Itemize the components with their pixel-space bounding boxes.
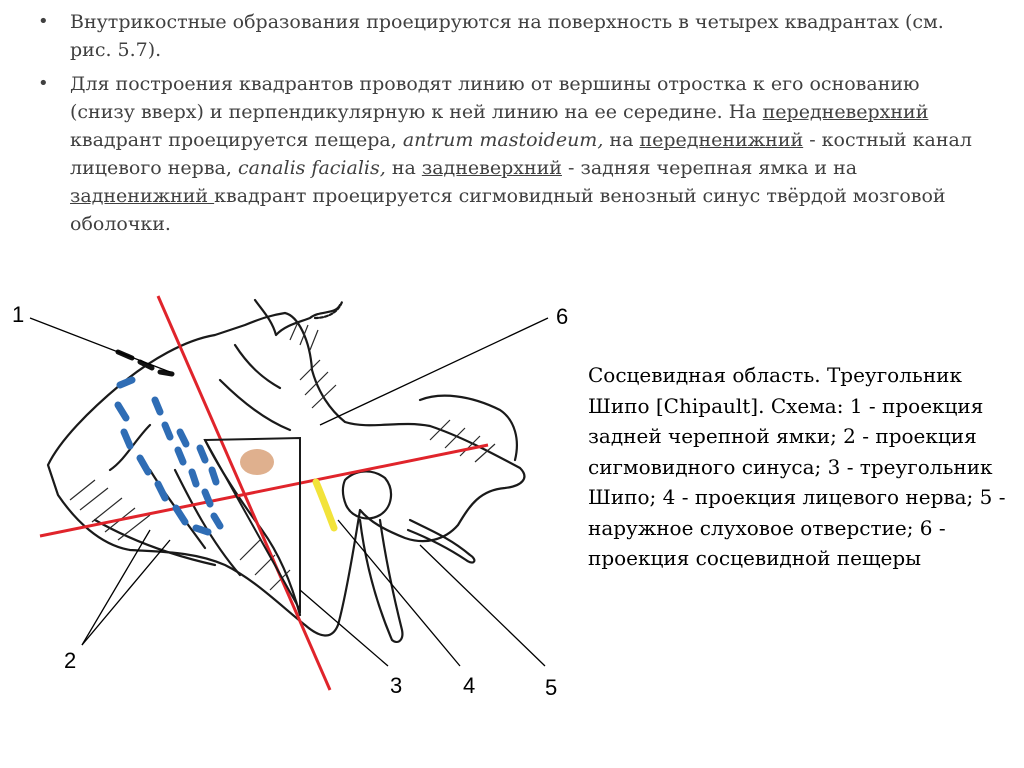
quadrant-anteroinferior: передненижний — [639, 129, 804, 151]
bullet-text-part: на — [385, 157, 422, 179]
bullet-marker: • — [38, 73, 49, 94]
latin-term-antrum: antrum mastoideum, — [402, 129, 604, 151]
vertical-axis-line — [158, 296, 330, 690]
mastoid-antrum-spot — [240, 449, 274, 475]
bullet-list — [38, 8, 988, 244]
label-3: 3 — [390, 673, 403, 698]
bullet-text-part: - задняя черепная ямка и на — [561, 157, 858, 179]
quadrant-posterosuperior: задневерхний — [421, 157, 562, 179]
bullet-text-part: квадрант проецируется сигмовидный венозный синус твёрдой мозговой оболочки. — [70, 185, 946, 235]
facial-nerve-projection — [316, 482, 334, 528]
label-6: 6 — [556, 304, 569, 329]
quadrant-axis-lines — [40, 296, 488, 690]
quadrant-posteroinferior: задненижний — [70, 185, 215, 207]
bullet-item-1 — [38, 8, 988, 64]
leader-lines — [30, 318, 548, 666]
bullet-text: Внутрикостные образования проецируются на поверхность в четырех квадрантах (см. рис. 5.7). — [70, 11, 944, 61]
label-1: 1 — [12, 302, 25, 327]
label-5: 5 — [545, 675, 558, 700]
bullet-text-part: квадрант проецируется пещера, — [70, 129, 403, 151]
bullet-text-part: - костный канал лицевого нерва, — [70, 129, 972, 179]
bullet-text-part: на — [603, 129, 640, 151]
latin-term-facialis: canalis facialis, — [237, 157, 386, 179]
figure-caption: Сосцевидная область. Треугольник Шипо [Chipault]. Схема: 1 - проекция задней черепной ямки; 2 - проекция сигмовидного синуса; 3 - треугольник Шипо; 4 - проекция лицевого нерва; 5 - наружное слуховое отверстие; 6 - проекция сосцевидной пещеры — [588, 363, 1006, 570]
label-2: 2 — [64, 648, 77, 673]
bullet-item-2 — [38, 70, 988, 238]
bullet-intro: Для построения квадрантов проводят линию от вершины отростка к его основанию (снизу вверх) и перпендикулярную к ней линию на ее середине. На — [70, 73, 920, 123]
label-4: 4 — [463, 673, 476, 698]
bullet-marker: • — [38, 11, 49, 32]
quadrant-anterosuperior: передневерхний — [762, 101, 929, 123]
mastoid-diagram — [0, 280, 590, 710]
